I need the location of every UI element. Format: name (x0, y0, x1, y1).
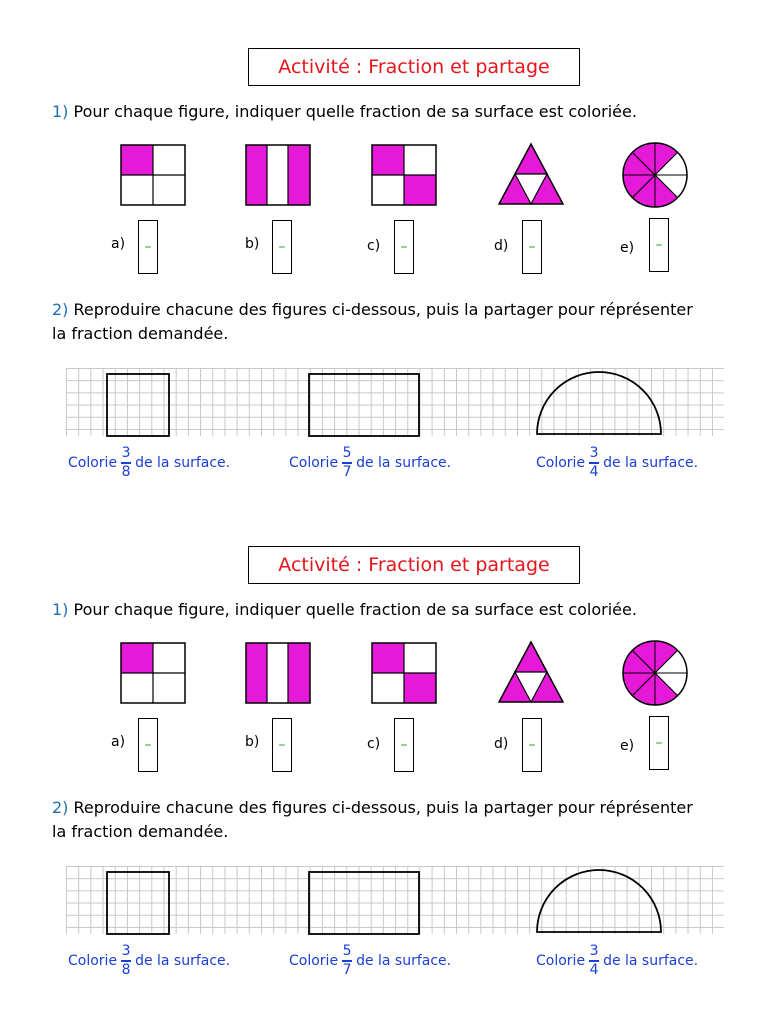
answer-box-a[interactable] (138, 718, 158, 772)
worksheet-2 (0, 498, 768, 998)
answer-box-e[interactable] (649, 218, 669, 272)
question-2-text: Reproduire chacune des figures ci-dessous, puis la partager pour réprésenter la fraction demandée. (52, 798, 693, 841)
question-2-number: 2) (52, 798, 69, 817)
question-2 (52, 796, 712, 844)
figure-d-triangle (497, 142, 565, 206)
figure-b-rectangle (245, 642, 311, 704)
fraction-numerator: 3 (121, 943, 131, 959)
task-3-after: de la surface. (603, 952, 699, 969)
answer-box-e[interactable] (649, 716, 669, 770)
title-box (248, 48, 580, 86)
task-3-before: Colorie (536, 952, 586, 969)
task-2 (289, 944, 451, 978)
task-2-after: de la surface. (356, 454, 452, 471)
fraction-denominator: 4 (589, 961, 599, 978)
fraction-numerator: 3 (589, 445, 599, 461)
grid-rectangle-shape (309, 872, 419, 934)
figure-b-rectangle (245, 144, 311, 206)
answer-dash: – (144, 737, 152, 753)
task-3-fraction (589, 944, 599, 978)
figure-d-triangle (497, 640, 565, 704)
figure-e-circle (621, 639, 689, 707)
task-2-fraction (342, 944, 352, 978)
answer-box-c[interactable] (394, 718, 414, 772)
worksheet-1 (0, 0, 768, 500)
answer-dash: – (278, 737, 286, 753)
answer-label-b: b) (245, 734, 260, 750)
activity-title: Activité : Fraction et partage (278, 56, 550, 78)
fraction-numerator: 5 (342, 943, 352, 959)
answer-label-c: c) (367, 736, 381, 752)
question-1-text: Pour chaque figure, indiquer quelle fraction de sa surface est coloriée. (68, 102, 637, 121)
question-1 (52, 598, 637, 622)
shapes-to-reproduce (66, 866, 726, 936)
fraction-denominator: 7 (342, 961, 352, 978)
fraction-numerator: 3 (589, 943, 599, 959)
fraction-denominator: 4 (589, 463, 599, 480)
question-2-number: 2) (52, 300, 69, 319)
answer-box-d[interactable] (522, 718, 542, 772)
answer-label-a: a) (111, 236, 126, 252)
fraction-numerator: 3 (121, 445, 131, 461)
answer-dash: – (144, 239, 152, 255)
figure-a-square (120, 642, 186, 704)
answer-label-b: b) (245, 236, 260, 252)
task-3-after: de la surface. (603, 454, 699, 471)
task-3 (536, 446, 698, 480)
activity-title: Activité : Fraction et partage (278, 554, 550, 576)
grid-square-shape (107, 374, 169, 436)
fraction-denominator: 7 (342, 463, 352, 480)
task-3 (536, 944, 698, 978)
task-2-after: de la surface. (356, 952, 452, 969)
task-2 (289, 446, 451, 480)
task-1-before: Colorie (68, 952, 118, 969)
answer-dash: – (528, 239, 536, 255)
task-3-fraction (589, 446, 599, 480)
answer-dash: – (655, 237, 663, 253)
task-1-after: de la surface. (135, 454, 231, 471)
answer-label-d: d) (494, 736, 509, 752)
fraction-denominator: 8 (121, 961, 131, 978)
question-2 (52, 298, 712, 346)
answer-box-a[interactable] (138, 220, 158, 274)
answer-dash: – (400, 239, 408, 255)
answer-dash: – (400, 737, 408, 753)
answer-label-a: a) (111, 734, 126, 750)
task-1 (68, 944, 230, 978)
shapes-to-reproduce (66, 368, 726, 438)
task-1-fraction (121, 446, 131, 480)
task-2-before: Colorie (289, 454, 339, 471)
answer-dash: – (655, 735, 663, 751)
figure-a-square (120, 144, 186, 206)
answer-dash: – (278, 239, 286, 255)
title-box (248, 546, 580, 584)
fraction-denominator: 8 (121, 463, 131, 480)
answer-label-e: e) (620, 240, 635, 256)
answer-box-b[interactable] (272, 220, 292, 274)
question-2-text: Reproduire chacune des figures ci-dessous, puis la partager pour réprésenter la fraction demandée. (52, 300, 693, 343)
answer-label-d: d) (494, 238, 509, 254)
answer-dash: – (528, 737, 536, 753)
task-1-fraction (121, 944, 131, 978)
question-1-number: 1) (52, 102, 69, 121)
task-1-before: Colorie (68, 454, 118, 471)
task-1-after: de la surface. (135, 952, 231, 969)
grid-rectangle-shape (309, 374, 419, 436)
fraction-numerator: 5 (342, 445, 352, 461)
answer-label-c: c) (367, 238, 381, 254)
task-2-fraction (342, 446, 352, 480)
answer-box-c[interactable] (394, 220, 414, 274)
task-3-before: Colorie (536, 454, 586, 471)
figure-e-circle (621, 141, 689, 209)
figure-c-square (371, 642, 437, 704)
answer-box-d[interactable] (522, 220, 542, 274)
answer-label-e: e) (620, 738, 635, 754)
question-1 (52, 100, 637, 124)
figure-c-square (371, 144, 437, 206)
grid-semicircle-shape (537, 372, 661, 434)
task-2-before: Colorie (289, 952, 339, 969)
question-1-number: 1) (52, 600, 69, 619)
task-1 (68, 446, 230, 480)
answer-box-b[interactable] (272, 718, 292, 772)
question-1-text: Pour chaque figure, indiquer quelle fraction de sa surface est coloriée. (68, 600, 637, 619)
grid-square-shape (107, 872, 169, 934)
grid-semicircle-shape (537, 870, 661, 932)
